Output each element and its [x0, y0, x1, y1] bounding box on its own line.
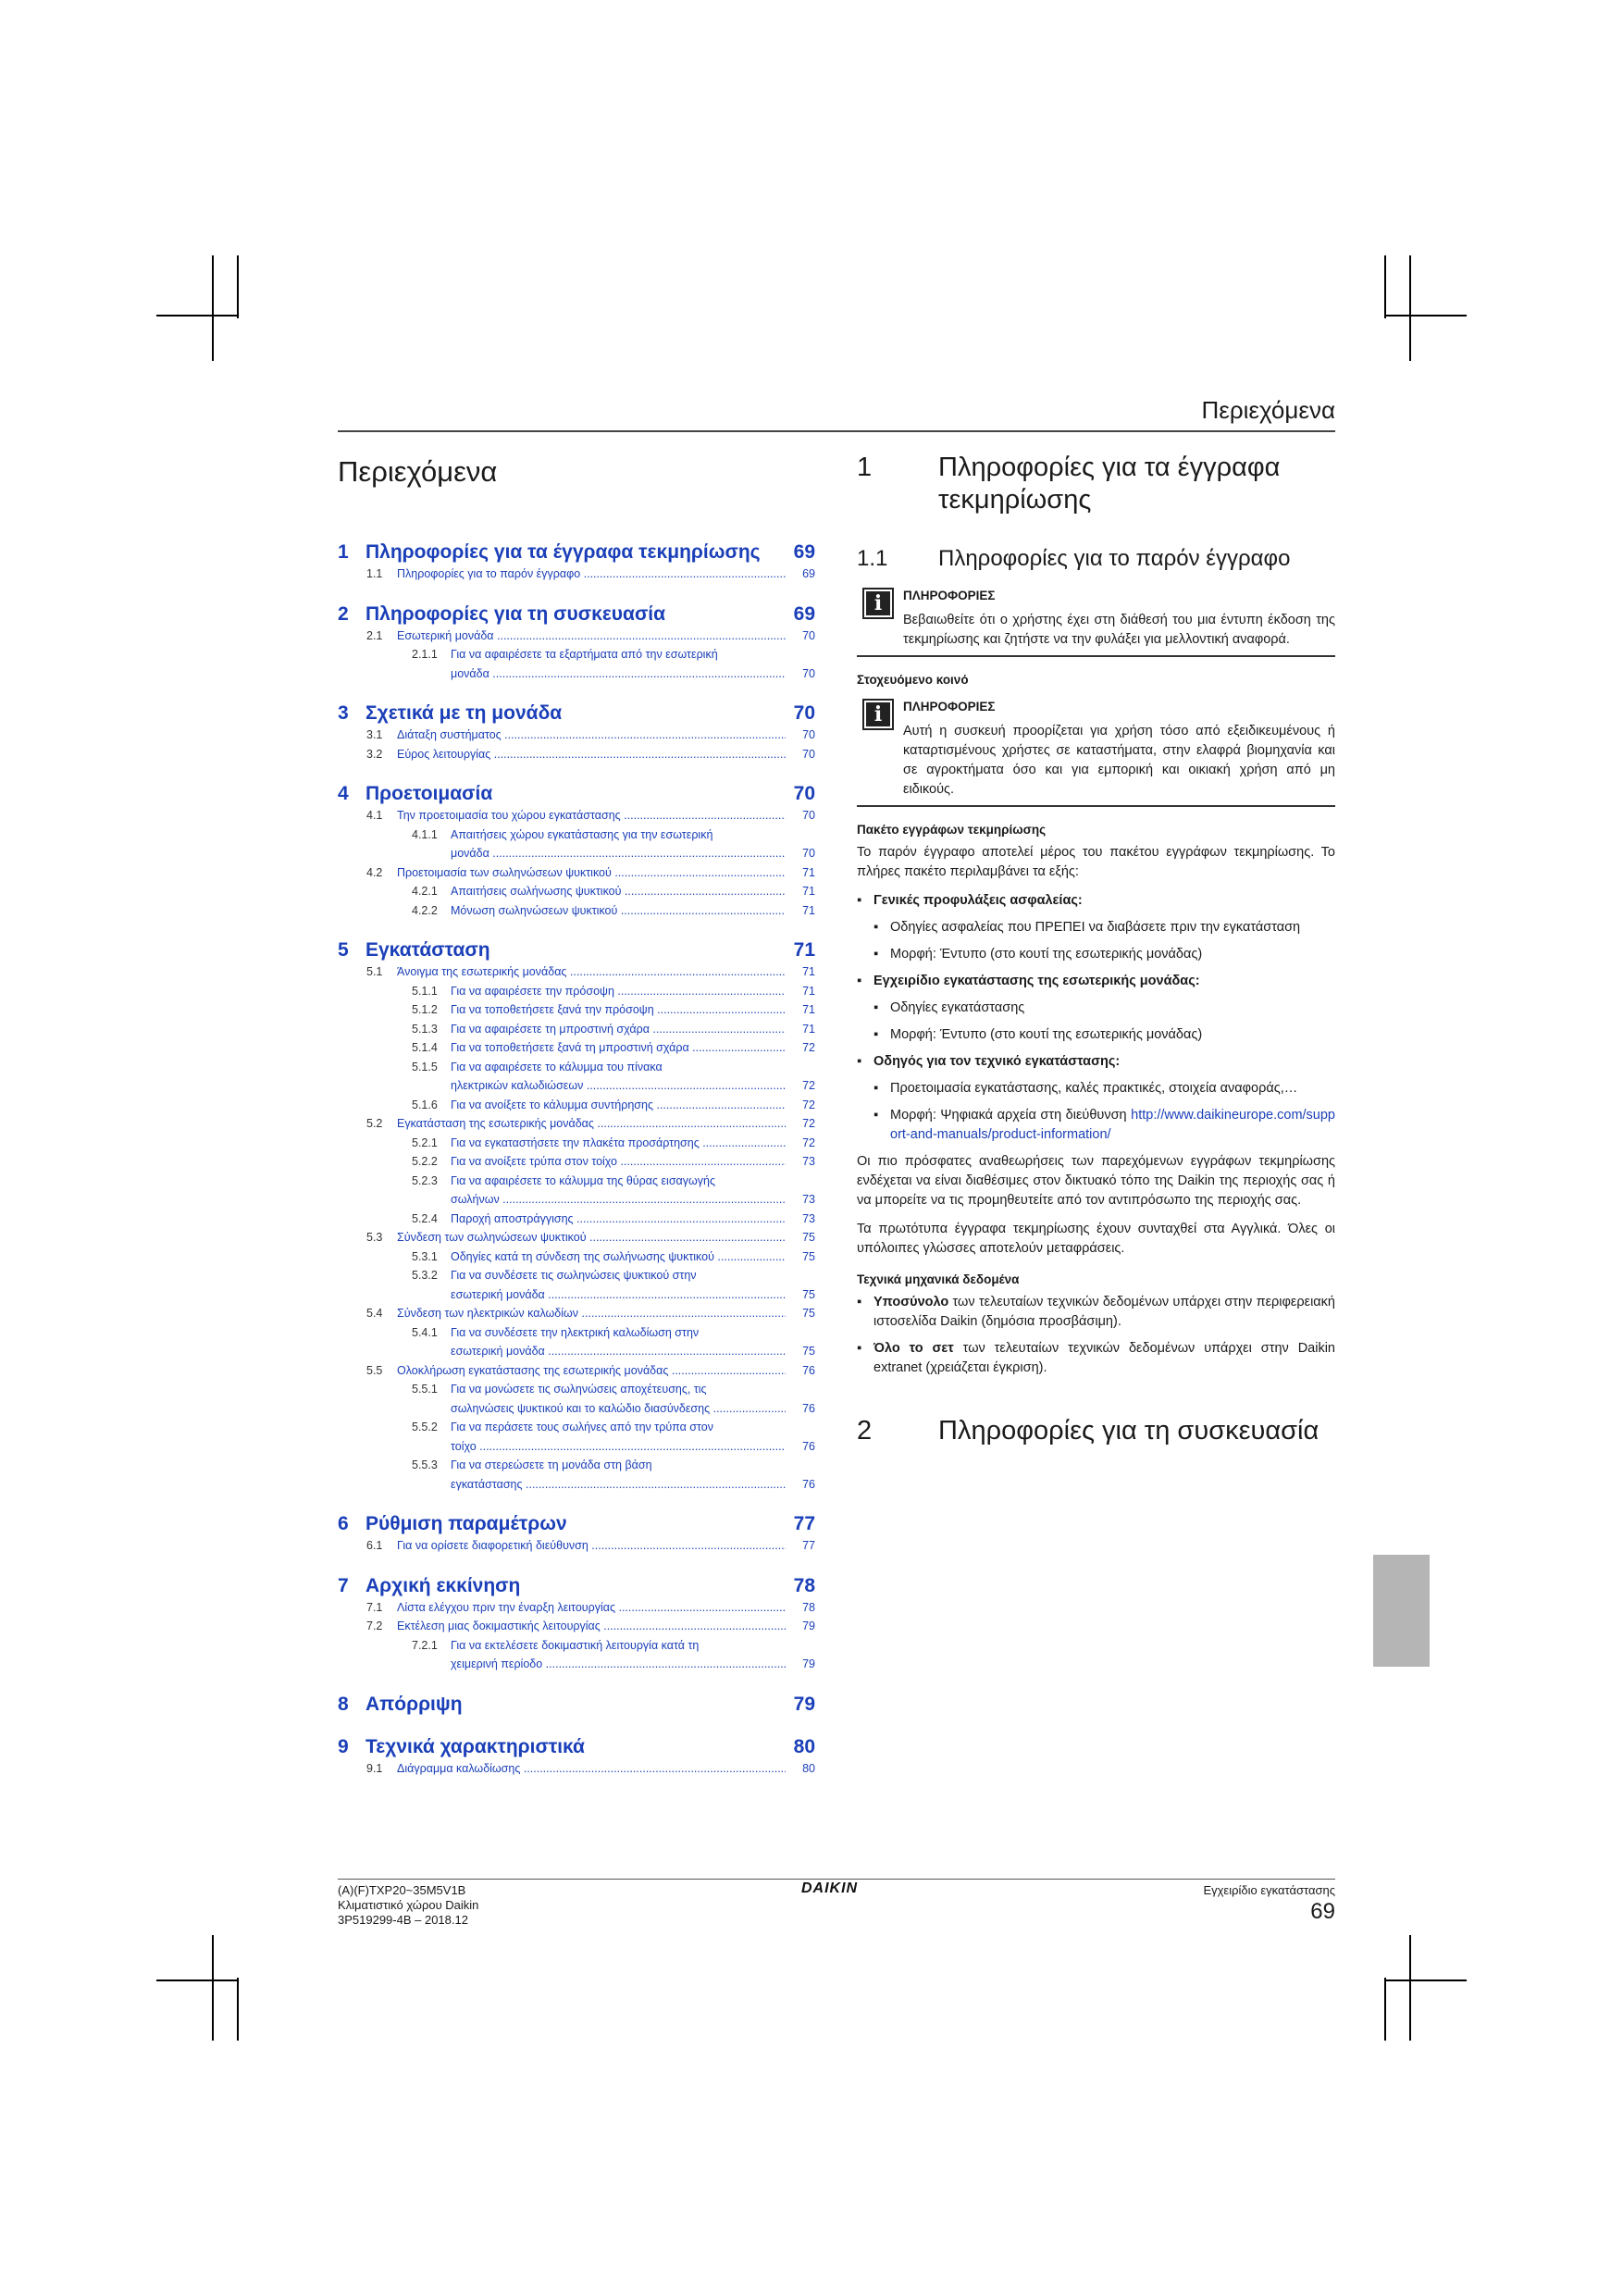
- header-rule: [338, 430, 1335, 432]
- toc-chapter-number: 9: [338, 1735, 349, 1757]
- toc-entry[interactable]: [338, 1536, 815, 1556]
- toc-entry[interactable]: [338, 1759, 815, 1779]
- page-number: 69: [1310, 1899, 1335, 1924]
- toc-chapter-page: 70: [793, 783, 815, 804]
- toc-entry-page: 71: [802, 1022, 815, 1036]
- toc-entry-label: Πληροφορίες για το παρόν έγγραφο: [397, 567, 581, 580]
- list-item: ▪ Μορφή: Έντυπο (στο κουτί της εσωτερικής μονάδας): [873, 947, 1203, 962]
- toc-entry-number: 4.2.2: [412, 903, 438, 917]
- toc-entry[interactable]: [338, 1210, 815, 1229]
- toc-entry-label: Για να συνδέσετε την ηλεκτρική καλωδίωση στην: [451, 1325, 700, 1339]
- toc-entry-page: 72: [802, 1117, 815, 1130]
- toc-entry-page: 70: [802, 747, 815, 761]
- toc-entry-label-cont: σωλήνων: [451, 1193, 500, 1206]
- list-item: ▪ Οδηγός για τον τεχνικό εγκατάστασης:: [857, 1054, 1121, 1069]
- toc-entry[interactable]: [338, 726, 815, 745]
- toc-chapter-label: Πληροφορίες για τη συσκευασία: [365, 602, 666, 625]
- toc-entry[interactable]: [338, 1134, 815, 1153]
- toc-chapter[interactable]: [338, 540, 815, 565]
- toc-entry-label-cont: εσωτερική μονάδα: [451, 1287, 545, 1301]
- toc-entry-label: Σύνδεση των σωληνώσεων ψυκτικού: [397, 1231, 587, 1244]
- toc-entry-number: 3.1: [366, 728, 383, 741]
- toc-chapter-label: Τεχνικά χαρακτηριστικά: [365, 1735, 585, 1757]
- toc-entry-number: 5.1.3: [412, 1022, 438, 1036]
- list-item: ▪ Προετοιμασία εγκατάστασης, καλές πρακτικές, στοιχεία αναφοράς,…: [873, 1081, 1298, 1096]
- toc-chapter-page: 70: [793, 702, 815, 724]
- toc-entry-number: 5.5.1: [412, 1383, 438, 1396]
- toc-entry[interactable]: [338, 627, 815, 646]
- toc-entry[interactable]: [338, 1380, 815, 1418]
- toc-entry-number: 5.2.3: [412, 1173, 438, 1187]
- toc-entry[interactable]: [338, 1038, 815, 1058]
- note-text: Αυτή η συσκευή προορίζεται για χρήση τόσο από εξειδικευμένους ή καταρτισμένους χρήστες σε καταστήματα, στην ελαφρά βιομηχανία και σε αγροκτήματα όσο και για εμπορική και οικιακή χρήση από μη ειδικούς.: [903, 724, 1335, 797]
- daikin-logo: DAIKIN: [801, 1880, 859, 1896]
- toc-entry-label: Για να αφαιρέσετε τη μπροστινή σχάρα: [451, 1022, 650, 1036]
- pack-paragraph: Το παρόν έγγραφο αποτελεί μέρος του πακέτου εγγράφων τεκμηρίωσης. Το πλήρες πακέτο περιλαμβάνει τα εξής:: [857, 845, 1335, 879]
- toc-entry[interactable]: [338, 1361, 815, 1381]
- toc-entry-label-cont: χειμερινή περίοδο: [451, 1657, 543, 1670]
- crop-mark: [1384, 1980, 1467, 1981]
- toc-entry[interactable]: [338, 982, 815, 1001]
- subsection-number: 1.1: [857, 546, 888, 571]
- toc-chapter-page: 69: [793, 541, 815, 563]
- toc-entry-label: Για να περάσετε τους σωλήνες από την τρύπα στον: [451, 1421, 713, 1433]
- list-item: ▪ Υποσύνολο των τελευταίων τεχνικών δεδομένων υπάρχει στην περιφερειακή ιστοσελίδα Daikin (δημόσια προσβάσιμη).: [857, 1295, 1335, 1329]
- toc-entry-page: 72: [802, 1041, 815, 1054]
- footer-manual: Εγχειρίδιο εγκατάστασης: [1203, 1883, 1335, 1897]
- toc-entry-label: Ολοκλήρωση εγκατάστασης της εσωτερικής μονάδας: [397, 1363, 669, 1377]
- section-title: Πληροφορίες για τα έγγραφα τεκμηρίωσης: [938, 453, 1281, 515]
- toc-chapter-label: Προετοιμασία: [365, 783, 493, 804]
- toc-entry[interactable]: [338, 1456, 815, 1494]
- toc-entry-number: 4.1.1: [412, 827, 438, 841]
- toc-entry-label: Διάγραμμα καλωδίωσης: [397, 1761, 521, 1775]
- toc-entry-label: Σύνδεση των ηλεκτρικών καλωδίων: [397, 1307, 579, 1320]
- toc-entry-number: 5.3.1: [412, 1249, 438, 1263]
- toc-entry[interactable]: [338, 1114, 815, 1134]
- toc-entry[interactable]: [338, 1617, 815, 1636]
- toc-entry-page: 71: [802, 903, 815, 917]
- toc-entry-page: 72: [802, 1079, 815, 1092]
- toc-entry-label: Για να εκτελέσετε δοκιμαστική λειτουργία κατά τη: [451, 1638, 700, 1652]
- crop-mark: [237, 255, 239, 318]
- toc-entry-label: Για να αφαιρέσετε την πρόσοψη: [451, 984, 614, 998]
- toc-chapter-page: 80: [793, 1735, 815, 1757]
- footer-docno: 3P519299-4B – 2018.12: [338, 1913, 468, 1927]
- toc-entry-label: Άνοιγμα της εσωτερικής μονάδας: [397, 965, 567, 978]
- toc-chapter[interactable]: [338, 1735, 815, 1759]
- subsection-heading: [857, 544, 1335, 573]
- toc-entry-label: Απαιτήσεις σωλήνωσης ψυκτικού: [451, 885, 622, 898]
- crop-mark: [1384, 255, 1386, 318]
- toc-chapter[interactable]: [338, 701, 815, 726]
- crop-mark: [1409, 1935, 1411, 2041]
- toc-entry-page: 72: [802, 1136, 815, 1149]
- toc-entry-label: Για να συνδέσετε τις σωληνώσεις ψυκτικού στην: [451, 1269, 697, 1282]
- section-number: 2: [857, 1416, 873, 1446]
- toc-entry-page: 78: [802, 1600, 815, 1614]
- toc-entry[interactable]: [338, 825, 815, 863]
- list-item: ▪ Γενικές προφυλάξεις ασφαλείας:: [857, 893, 1083, 908]
- list-item: ▪ Όλο το σετ των τελευταίων τεχνικών δεδομένων υπάρχει στην Daikin extranet (χρειάζεται έγκριση).: [857, 1341, 1335, 1375]
- toc-chapter-label: Ρύθμιση παραμέτρων: [365, 1513, 567, 1534]
- toc-chapter-label: Απόρριψη: [365, 1693, 463, 1715]
- toc-entry-number: 5.2.4: [412, 1211, 438, 1225]
- toc-entry-page: 76: [802, 1401, 815, 1415]
- toc-entry-number: 5.1.5: [412, 1060, 438, 1074]
- toc-entry-label: Απαιτήσεις χώρου εγκατάστασης για την εσωτερική: [451, 827, 713, 841]
- toc-entry-label-cont: μονάδα: [451, 847, 489, 860]
- toc-chapter[interactable]: [338, 602, 815, 627]
- toc-entry-number: 4.1: [366, 809, 383, 822]
- toc-entry-number: 9.1: [366, 1761, 383, 1775]
- toc-entry-label: Για να αφαιρέσετε τα εξαρτήματα από την εσωτερική: [451, 648, 718, 661]
- toc-entry-label: Για να στερεώσετε τη μονάδα στη βάση: [451, 1458, 652, 1471]
- toc-entry-label: Εκτέλεση μιας δοκιμαστικής λειτουργίας: [397, 1620, 601, 1632]
- paragraph: Τα πρωτότυπα έγγραφα τεκμηρίωσης έχουν συνταχθεί στα Αγγλικά. Όλες οι υπόλοιπες γλώσσες αποτελούν μεταφράσεις.: [857, 1222, 1335, 1256]
- toc-entry[interactable]: [338, 1020, 815, 1039]
- toc-entry-page: 76: [802, 1363, 815, 1377]
- note-text: Βεβαιωθείτε ότι ο χρήστης έχει στη διάθεσή του μια έντυπη έκδοση της τεκμηρίωσης και ζητήστε να την φυλάξει για μελλοντική αναφορά.: [903, 613, 1335, 647]
- toc-entry-number: 5.5.3: [412, 1458, 438, 1471]
- toc-entry-label: Για να αφαιρέσετε το κάλυμμα της θύρας εισαγωγής: [451, 1173, 715, 1187]
- toc-entry-label: Εύρος λειτουργίας: [397, 747, 491, 761]
- toc-entry-page: 71: [802, 865, 815, 879]
- toc-chapter[interactable]: [338, 1693, 815, 1717]
- toc-entry-page: 73: [802, 1193, 815, 1206]
- crop-mark: [1384, 315, 1467, 316]
- toc-entry-label-cont: ηλεκτρικών καλωδιώσεων: [451, 1079, 584, 1092]
- footer-left: [338, 1883, 478, 1928]
- subsection-title: Πληροφορίες για το παρόν έγγραφο: [938, 546, 1291, 571]
- toc-entry-page: 75: [802, 1345, 815, 1358]
- toc-entry[interactable]: [338, 863, 815, 883]
- toc-chapter-number: 5: [338, 939, 349, 961]
- toc-entry-page: 70: [802, 728, 815, 741]
- toc-entry-label: Την προετοιμασία του χώρου εγκατάστασης: [397, 809, 621, 822]
- section-heading: [857, 452, 1335, 516]
- toc-entry[interactable]: [338, 882, 815, 901]
- toc-chapter-number: 3: [338, 702, 349, 724]
- section-number: 1: [857, 453, 873, 482]
- toc-entry[interactable]: [338, 901, 815, 921]
- toc-entry-label: Για να τοποθετήσετε ξανά τη μπροστινή σχάρα: [451, 1041, 689, 1054]
- toc-entry-label: Για να τοποθετήσετε ξανά την πρόσοψη: [451, 1003, 654, 1016]
- toc-entry[interactable]: [338, 1228, 815, 1247]
- toc-entry-page: 71: [802, 1003, 815, 1016]
- footer-rule: [338, 1879, 1335, 1880]
- toc-entry-label: Εγκατάσταση της εσωτερικής μονάδας: [397, 1117, 594, 1130]
- toc-entry-page: 70: [802, 628, 815, 642]
- toc-entry[interactable]: [338, 1266, 815, 1304]
- info-note: [857, 586, 1335, 657]
- toc-entry-label: Για να αφαιρέσετε το κάλυμμα του πίνακα: [451, 1060, 663, 1074]
- info-note: [857, 697, 1335, 807]
- toc-entry-number: 5.1.6: [412, 1098, 438, 1111]
- toc-entry-number: 5.3.2: [412, 1269, 438, 1282]
- toc-chapter[interactable]: [338, 782, 815, 806]
- product-info-link[interactable]: http://www.daikineurope.com/support-and-manuals/product-information/: [890, 1108, 1335, 1142]
- footer-product: Κλιματιστικό χώρου Daikin: [338, 1898, 479, 1912]
- crop-mark: [212, 1935, 214, 2041]
- running-header: Περιεχόμενα: [1201, 396, 1335, 424]
- toc-entry-label: Λίστα ελέγχου πριν την έναρξη λειτουργίας: [397, 1600, 615, 1614]
- toc-entry[interactable]: [338, 1000, 815, 1020]
- toc-chapter-number: 2: [338, 602, 349, 625]
- toc-entry-number: 5.1: [366, 965, 383, 978]
- toc-chapter-number: 7: [338, 1574, 349, 1596]
- toc-entry-number: 2.1.1: [412, 648, 438, 661]
- toc-entry-page: 70: [802, 847, 815, 860]
- toc-entry-number: 5.5.2: [412, 1421, 438, 1433]
- list-item: ▪ Μορφή: Έντυπο (στο κουτί της εσωτερικής μονάδας): [873, 1027, 1203, 1042]
- section-heading: [857, 1415, 1335, 1447]
- toc-entry-number: 4.2: [366, 865, 383, 879]
- crop-mark: [237, 1978, 239, 2041]
- toc-title: Περιεχόμενα: [338, 455, 498, 488]
- toc-entry-number: 5.2.2: [412, 1155, 438, 1168]
- toc-entry-number: 4.2.1: [412, 885, 438, 898]
- toc-entry[interactable]: [338, 1323, 815, 1361]
- toc-entry-number: 5.1.4: [412, 1041, 438, 1054]
- toc-entry-number: 2.1: [366, 628, 383, 642]
- main-content: [857, 452, 1335, 1447]
- toc-chapter-label: Εγκατάσταση: [365, 939, 490, 961]
- toc-entry-page: 79: [802, 1657, 815, 1670]
- toc-entry-page: 70: [802, 809, 815, 822]
- toc-entry[interactable]: [338, 1172, 815, 1210]
- toc-chapter-label: Αρχική εκκίνηση: [365, 1574, 521, 1596]
- toc-entry-label: Για να ανοίξετε το κάλυμμα συντήρησης: [451, 1098, 653, 1111]
- toc-entry-page: 75: [802, 1249, 815, 1263]
- crop-mark: [212, 255, 214, 361]
- toc-entry-label: Παροχή αποστράγγισης: [451, 1211, 574, 1225]
- info-icon: i: [862, 699, 894, 730]
- toc-chapter[interactable]: [338, 1512, 815, 1536]
- toc-entry[interactable]: [338, 745, 815, 764]
- toc-entry[interactable]: [338, 1598, 815, 1618]
- crop-mark: [1409, 255, 1411, 361]
- toc-entry-page: 80: [802, 1761, 815, 1775]
- toc-entry-label: Εσωτερική μονάδα: [397, 628, 494, 642]
- toc-entry[interactable]: [338, 1304, 815, 1323]
- toc-entry-number: 5.2.1: [412, 1136, 438, 1149]
- section-title: Πληροφορίες για τη συσκευασία: [938, 1416, 1319, 1446]
- toc-entry-page: 77: [802, 1539, 815, 1552]
- toc-entry-page: 71: [802, 984, 815, 998]
- list-item: ▪ Εγχειρίδιο εγκατάστασης της εσωτερικής μονάδας:: [857, 974, 1200, 988]
- toc-entry-page: 75: [802, 1307, 815, 1320]
- toc-entry-number: 7.1: [366, 1600, 383, 1614]
- crop-mark: [156, 315, 239, 316]
- toc-entry-page: 75: [802, 1287, 815, 1301]
- toc-entry-number: 5.5: [366, 1363, 383, 1377]
- list-item: ▪ Μορφή: Ψηφιακά αρχεία στη διεύθυνση http://www.daikineurope.com/support-and-manuals/product-information/: [873, 1108, 1335, 1142]
- toc-entry[interactable]: [338, 806, 815, 825]
- crop-mark: [156, 1980, 239, 1981]
- toc-chapter-label: Πληροφορίες για τα έγγραφα τεκμηρίωσης: [365, 541, 761, 563]
- toc-entry-number: 7.2.1: [412, 1638, 438, 1652]
- toc-entry-page: 71: [802, 965, 815, 978]
- tech-heading: Τεχνικά μηχανικά δεδομένα: [857, 1272, 1020, 1286]
- toc-entry-number: 5.2: [366, 1117, 383, 1130]
- toc-entry[interactable]: [338, 1247, 815, 1267]
- toc-entry-number: 3.2: [366, 747, 383, 761]
- toc-entry-label: Για να εγκαταστήσετε την πλακέτα προσάρτησης: [451, 1136, 700, 1149]
- toc-entry[interactable]: [338, 1096, 815, 1115]
- toc-entry-number: 5.1.1: [412, 984, 438, 998]
- toc-entry-label: Οδηγίες κατά τη σύνδεση της σωλήνωσης ψυκτικού: [451, 1249, 714, 1263]
- toc-entry-label-cont: μονάδα: [451, 666, 489, 680]
- toc-entry-label: Για να ορίσετε διαφορετική διεύθυνση: [397, 1539, 588, 1552]
- toc-entry[interactable]: [338, 1636, 815, 1674]
- toc-entry[interactable]: [338, 1152, 815, 1172]
- toc-entry-page: 79: [802, 1620, 815, 1632]
- toc-chapter-page: 78: [793, 1574, 815, 1596]
- toc-entry-number: 5.3: [366, 1231, 383, 1244]
- toc-entry-label-cont: σωληνώσεις ψυκτικού και το καλώδιο διασύνδεσης: [451, 1401, 711, 1415]
- toc-chapter[interactable]: [338, 938, 815, 962]
- toc-chapter-number: 6: [338, 1513, 349, 1534]
- toc-entry-page: 71: [802, 885, 815, 898]
- toc-entry[interactable]: [338, 962, 815, 982]
- toc-entry-page: 73: [802, 1211, 815, 1225]
- toc-chapter-page: 77: [793, 1513, 815, 1534]
- list-item: ▪ Οδηγίες ασφαλείας που ΠΡΕΠΕΙ να διαβάσετε πριν την εγκατάσταση: [873, 920, 1301, 935]
- toc-list: [338, 540, 815, 1778]
- toc-entry-label-cont: εσωτερική μονάδα: [451, 1345, 545, 1358]
- toc-chapter-page: 69: [793, 602, 815, 625]
- toc-entry-label: Προετοιμασία των σωληνώσεων ψυκτικού: [397, 865, 612, 879]
- toc-entry-page: 75: [802, 1231, 815, 1244]
- toc-entry-label: Για να μονώσετε τις σωληνώσεις αποχέτευσης, τις: [451, 1383, 707, 1396]
- table-of-contents: [338, 452, 815, 1778]
- toc-entry-label: Μόνωση σωληνώσεων ψυκτικού: [451, 903, 618, 917]
- toc-entry-page: 76: [802, 1477, 815, 1491]
- toc-entry-page: 69: [802, 567, 815, 580]
- pack-heading: Πακέτο εγγράφων τεκμηρίωσης: [857, 823, 1047, 837]
- toc-entry-label: Διάταξη συστήματος: [397, 728, 502, 741]
- footer-model: (A)(F)TXP20~35M5V1B: [338, 1883, 466, 1897]
- audience-heading: Στοχευόμενο κοινό: [857, 673, 969, 687]
- toc-chapter-page: 79: [793, 1693, 815, 1715]
- list-item: ▪ Οδηγίες εγκατάστασης: [873, 1000, 1025, 1015]
- note-heading: ΠΛΗΡΟΦΟΡΙΕΣ: [903, 700, 996, 714]
- toc-chapter-page: 71: [793, 939, 815, 961]
- note-heading: ΠΛΗΡΟΦΟΡΙΕΣ: [903, 589, 996, 602]
- chapter-tab: [1373, 1555, 1430, 1667]
- toc-entry-page: 76: [802, 1439, 815, 1453]
- toc-entry-number: 5.4: [366, 1307, 383, 1320]
- toc-entry-page: 72: [802, 1098, 815, 1111]
- info-icon: i: [862, 588, 894, 619]
- toc-entry[interactable]: [338, 1418, 815, 1456]
- toc-chapter-number: 8: [338, 1693, 349, 1715]
- toc-entry-number: 5.1.2: [412, 1003, 438, 1016]
- toc-chapter-number: 4: [338, 783, 349, 804]
- toc-entry-page: 73: [802, 1155, 815, 1168]
- paragraph: Οι πιο πρόσφατες αναθεωρήσεις των παρεχόμενων εγγράφων τεκμηρίωσης ενδέχεται να είναι διαθέσιμες στον δικτυακό τόπο της Daikin της περιοχής σας ή να μπορείτε να τις προμηθευτείτε από τον αντιπρόσωπο της περιοχής σας.: [857, 1154, 1335, 1208]
- crop-mark: [1384, 1978, 1386, 2041]
- toc-entry-number: 1.1: [366, 567, 383, 580]
- toc-entry[interactable]: [338, 645, 815, 683]
- toc-entry[interactable]: [338, 1058, 815, 1096]
- toc-entry[interactable]: [338, 565, 815, 584]
- toc-entry-label-cont: εγκατάστασης: [451, 1477, 523, 1491]
- toc-chapter-label: Σχετικά με τη μονάδα: [365, 702, 563, 724]
- toc-entry-number: 5.4.1: [412, 1325, 438, 1339]
- toc-chapter-number: 1: [338, 541, 349, 563]
- toc-entry-page: 70: [802, 666, 815, 680]
- toc-entry-label-cont: τοίχο: [451, 1439, 477, 1453]
- toc-entry-number: 7.2: [366, 1620, 383, 1632]
- toc-entry-label: Για να ανοίξετε τρύπα στον τοίχο: [451, 1155, 617, 1168]
- toc-chapter[interactable]: [338, 1574, 815, 1598]
- toc-entry-number: 6.1: [366, 1539, 383, 1552]
